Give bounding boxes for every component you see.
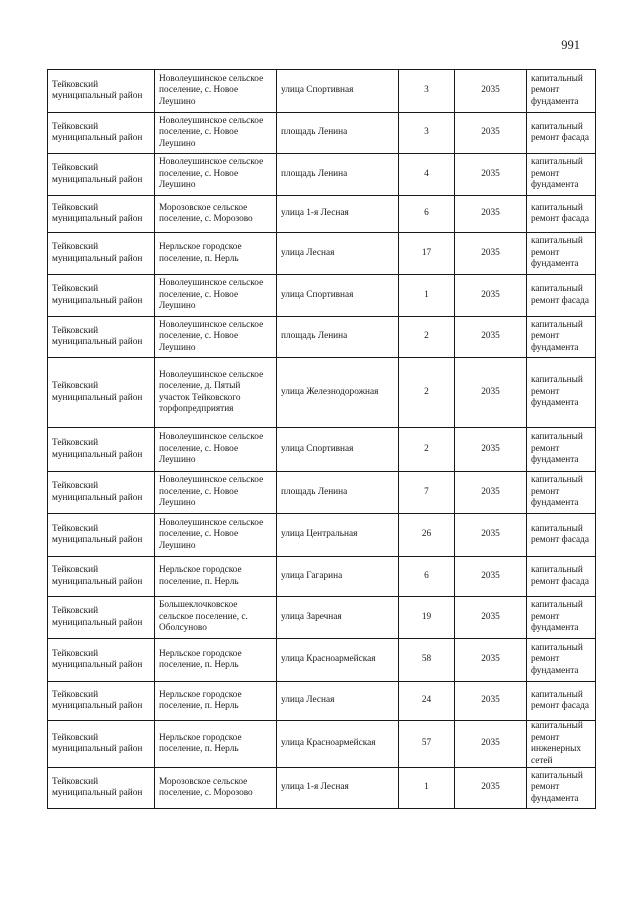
street-cell: площадь Ленина: [277, 472, 399, 514]
district-cell: Тейковский муниципальный район: [48, 597, 155, 639]
year-cell: 2035: [455, 514, 527, 557]
work-type-cell: капитальный ремонт фундамента: [527, 472, 596, 514]
year-cell: 2035: [455, 358, 527, 428]
house-number-cell: 6: [399, 557, 455, 597]
house-number-cell: 17: [399, 233, 455, 275]
year-cell: 2035: [455, 233, 527, 275]
house-number-cell: 58: [399, 639, 455, 682]
street-cell: улица Спортивная: [277, 275, 399, 317]
settlement-cell: Новолеушинское сельское поселение, с. Новое Леушино: [155, 428, 277, 472]
settlement-cell: Новолеушинское сельское поселение, с. Новое Леушино: [155, 317, 277, 358]
street-cell: улица Спортивная: [277, 70, 399, 113]
street-cell: улица Лесная: [277, 682, 399, 721]
settlement-cell: Нерльское городское поселение, п. Нерль: [155, 233, 277, 275]
street-cell: площадь Ленина: [277, 154, 399, 196]
settlement-cell: Новолеушинское сельское поселение, с. Новое Леушино: [155, 154, 277, 196]
street-cell: улица Лесная: [277, 233, 399, 275]
district-cell: Тейковский муниципальный район: [48, 70, 155, 113]
work-type-cell: капитальный ремонт фундамента: [527, 154, 596, 196]
repair-schedule-table: [47, 69, 596, 809]
settlement-cell: Новолеушинское сельское поселение, с. Новое Леушино: [155, 275, 277, 317]
district-cell: Тейковский муниципальный район: [48, 275, 155, 317]
work-type-cell: капитальный ремонт фасада: [527, 113, 596, 154]
street-cell: площадь Ленина: [277, 113, 399, 154]
house-number-cell: 3: [399, 70, 455, 113]
street-cell: улица Спортивная: [277, 428, 399, 472]
house-number-cell: 2: [399, 317, 455, 358]
work-type-cell: капитальный ремонт инженерных сетей: [527, 721, 596, 768]
district-cell: Тейковский муниципальный район: [48, 639, 155, 682]
table-row: [48, 768, 596, 809]
district-cell: Тейковский муниципальный район: [48, 514, 155, 557]
settlement-cell: Морозовское сельское поселение, с. Морозово: [155, 196, 277, 233]
street-cell: улица 1-я Лесная: [277, 768, 399, 809]
year-cell: 2035: [455, 275, 527, 317]
year-cell: 2035: [455, 196, 527, 233]
street-cell: улица Заречная: [277, 597, 399, 639]
street-cell: улица Красноармейская: [277, 721, 399, 768]
work-type-cell: капитальный ремонт фасада: [527, 275, 596, 317]
district-cell: Тейковский муниципальный район: [48, 721, 155, 768]
district-cell: Тейковский муниципальный район: [48, 682, 155, 721]
table-row: [48, 70, 596, 113]
table-row: [48, 233, 596, 275]
work-type-cell: капитальный ремонт фундамента: [527, 639, 596, 682]
district-cell: Тейковский муниципальный район: [48, 768, 155, 809]
work-type-cell: капитальный ремонт фундамента: [527, 233, 596, 275]
district-cell: Тейковский муниципальный район: [48, 113, 155, 154]
house-number-cell: 7: [399, 472, 455, 514]
district-cell: Тейковский муниципальный район: [48, 154, 155, 196]
settlement-cell: Новолеушинское сельское поселение, д. Пятый участок Тейковского торфопредприятия: [155, 358, 277, 428]
work-type-cell: капитальный ремонт фундамента: [527, 768, 596, 809]
street-cell: улица Красноармейская: [277, 639, 399, 682]
district-cell: Тейковский муниципальный район: [48, 428, 155, 472]
street-cell: улица Центральная: [277, 514, 399, 557]
house-number-cell: 1: [399, 768, 455, 809]
settlement-cell: Морозовское сельское поселение, с. Морозово: [155, 768, 277, 809]
year-cell: 2035: [455, 597, 527, 639]
table-row: [48, 514, 596, 557]
house-number-cell: 4: [399, 154, 455, 196]
house-number-cell: 2: [399, 358, 455, 428]
table-row: [48, 721, 596, 768]
year-cell: 2035: [455, 768, 527, 809]
year-cell: 2035: [455, 721, 527, 768]
work-type-cell: капитальный ремонт фасада: [527, 196, 596, 233]
year-cell: 2035: [455, 472, 527, 514]
table-body: [48, 70, 596, 809]
house-number-cell: 2: [399, 428, 455, 472]
work-type-cell: капитальный ремонт фундамента: [527, 597, 596, 639]
settlement-cell: Новолеушинское сельское поселение, с. Новое Леушино: [155, 113, 277, 154]
district-cell: Тейковский муниципальный район: [48, 557, 155, 597]
house-number-cell: 24: [399, 682, 455, 721]
settlement-cell: Новолеушинское сельское поселение, с. Новое Леушино: [155, 472, 277, 514]
table-row: [48, 428, 596, 472]
house-number-cell: 1: [399, 275, 455, 317]
year-cell: 2035: [455, 682, 527, 721]
settlement-cell: Нерльское городское поселение, п. Нерль: [155, 682, 277, 721]
table-row: [48, 472, 596, 514]
house-number-cell: 6: [399, 196, 455, 233]
settlement-cell: Нерльское городское поселение, п. Нерль: [155, 721, 277, 768]
table-row: [48, 557, 596, 597]
district-cell: Тейковский муниципальный район: [48, 196, 155, 233]
table-row: [48, 639, 596, 682]
street-cell: площадь Ленина: [277, 317, 399, 358]
settlement-cell: Большеклочковское сельское поселение, с. Оболсуново: [155, 597, 277, 639]
settlement-cell: Нерльское городское поселение, п. Нерль: [155, 557, 277, 597]
house-number-cell: 19: [399, 597, 455, 639]
year-cell: 2035: [455, 154, 527, 196]
street-cell: улица 1-я Лесная: [277, 196, 399, 233]
year-cell: 2035: [455, 428, 527, 472]
table-row: [48, 275, 596, 317]
work-type-cell: капитальный ремонт фасада: [527, 514, 596, 557]
page-number: 991: [561, 38, 580, 52]
work-type-cell: капитальный ремонт фундамента: [527, 70, 596, 113]
table-row: [48, 358, 596, 428]
work-type-cell: капитальный ремонт фундамента: [527, 358, 596, 428]
district-cell: Тейковский муниципальный район: [48, 472, 155, 514]
street-cell: улица Железнодорожная: [277, 358, 399, 428]
table-row: [48, 196, 596, 233]
table-row: [48, 113, 596, 154]
settlement-cell: Нерльское городское поселение, п. Нерль: [155, 639, 277, 682]
work-type-cell: капитальный ремонт фундамента: [527, 317, 596, 358]
table-row: [48, 597, 596, 639]
table-row: [48, 682, 596, 721]
district-cell: Тейковский муниципальный район: [48, 317, 155, 358]
table-row: [48, 154, 596, 196]
year-cell: 2035: [455, 113, 527, 154]
table-row: [48, 317, 596, 358]
house-number-cell: 3: [399, 113, 455, 154]
work-type-cell: капитальный ремонт фундамента: [527, 428, 596, 472]
settlement-cell: Новолеушинское сельское поселение, с. Новое Леушино: [155, 514, 277, 557]
street-cell: улица Гагарина: [277, 557, 399, 597]
house-number-cell: 57: [399, 721, 455, 768]
district-cell: Тейковский муниципальный район: [48, 233, 155, 275]
settlement-cell: Новолеушинское сельское поселение, с. Новое Леушино: [155, 70, 277, 113]
work-type-cell: капитальный ремонт фасада: [527, 682, 596, 721]
house-number-cell: 26: [399, 514, 455, 557]
year-cell: 2035: [455, 317, 527, 358]
year-cell: 2035: [455, 639, 527, 682]
year-cell: 2035: [455, 70, 527, 113]
district-cell: Тейковский муниципальный район: [48, 358, 155, 428]
year-cell: 2035: [455, 557, 527, 597]
work-type-cell: капитальный ремонт фасада: [527, 557, 596, 597]
